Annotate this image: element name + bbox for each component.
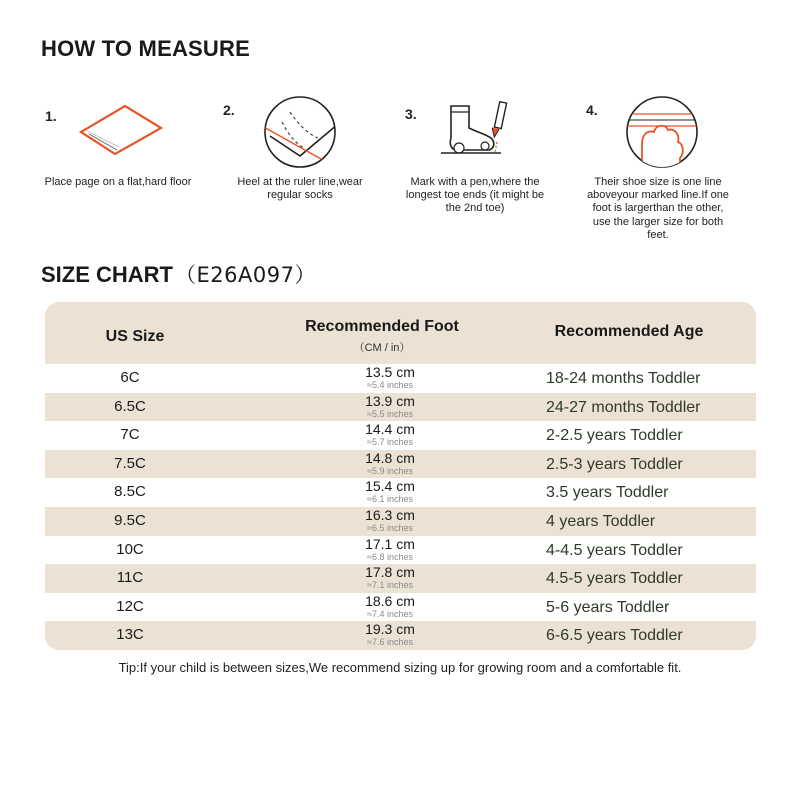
- header-recommended-age: Recommended Age: [554, 323, 704, 340]
- foot-inches-cell: ≈6.5 inches: [367, 523, 413, 533]
- table-row: [45, 421, 756, 450]
- step-number: 3.: [405, 106, 417, 122]
- us-size-cell: 7C: [120, 426, 140, 444]
- how-to-measure-title: HOW TO MEASURE: [41, 36, 250, 61]
- foot-inches-cell: ≈7.4 inches: [367, 608, 413, 619]
- age-cell: 5-6 years Toddler: [546, 598, 670, 616]
- us-size-cell: 6.5C: [114, 397, 146, 415]
- header-foot-units: （CM / in）: [353, 342, 411, 354]
- step-text: Heel at the ruler line,wear regular socks: [237, 176, 363, 201]
- header-foot-label: Recommended Foot: [305, 318, 459, 335]
- age-cell: 2.5-3 years Toddler: [546, 455, 683, 473]
- us-size-cell: 6C: [120, 369, 140, 386]
- table-row: [45, 593, 756, 622]
- step-text: Mark with a pen,where the longest toe ends (it might be the 2nd toe): [405, 176, 545, 214]
- size-chart-table: [45, 302, 756, 650]
- us-size-cell: 13C: [116, 626, 144, 644]
- toe-line-icon: [622, 92, 702, 172]
- foot-cm-cell: 14.8 cm: [365, 449, 415, 466]
- table-row: [45, 364, 756, 393]
- foot-cm-cell: 15.4 cm: [365, 478, 415, 495]
- table-header: [45, 302, 756, 364]
- us-size-cell: 12C: [116, 597, 144, 615]
- age-cell: 2-2.5 years Toddler: [546, 427, 683, 445]
- age-cell: 4 years Toddler: [546, 513, 656, 530]
- paper-sheet-icon: [75, 98, 165, 158]
- us-size-cell: 10C: [116, 540, 144, 558]
- size-chart-title: [41, 259, 316, 289]
- us-size-cell: 11C: [116, 569, 144, 587]
- foot-cm-cell: 13.5 cm: [365, 364, 415, 380]
- age-cell: 4-4.5 years Toddler: [546, 541, 683, 559]
- foot-inches-cell: ≈5.4 inches: [367, 380, 413, 390]
- foot-cm-cell: 18.6 cm: [365, 592, 415, 609]
- foot-inches-cell: ≈7.1 inches: [367, 580, 413, 591]
- foot-inches-cell: ≈6.1 inches: [367, 494, 413, 505]
- step-number: 2.: [223, 102, 235, 118]
- table-row: [45, 564, 756, 593]
- foot-cm-cell: 13.9 cm: [365, 392, 415, 409]
- us-size-cell: 8.5C: [114, 483, 146, 501]
- size-chart-heading: SIZE CHART: [41, 262, 173, 287]
- foot-inches-cell: ≈6.8 inches: [367, 551, 413, 562]
- foot-cm-cell: 19.3 cm: [365, 621, 415, 638]
- foot-cm-cell: 14.4 cm: [365, 421, 415, 438]
- header-recommended-foot: [282, 318, 482, 355]
- age-cell: 6-6.5 years Toddler: [546, 627, 683, 645]
- foot-cm-cell: 16.3 cm: [365, 507, 415, 523]
- table-row: [45, 621, 756, 650]
- table-row: [45, 478, 756, 507]
- product-code: （E26A097）: [175, 263, 316, 287]
- foot-inches-cell: ≈5.7 inches: [367, 437, 413, 448]
- step-text: Place page on a flat,hard floor: [44, 176, 192, 188]
- foot-inches-cell: ≈5.5 inches: [367, 408, 413, 419]
- table-row: [45, 507, 756, 536]
- foot-inches-cell: ≈5.9 inches: [367, 465, 413, 476]
- age-cell: 18-24 months Toddler: [546, 370, 701, 387]
- us-size-cell: 7.5C: [114, 454, 146, 472]
- sock-heel-icon: [260, 94, 340, 174]
- foot-cm-cell: 17.1 cm: [365, 535, 415, 552]
- foot-cm-cell: 17.8 cm: [365, 564, 415, 581]
- sizing-tip: Tip:If your child is between sizes,We recommend sizing up for growing room and a comfortable fit.: [118, 660, 682, 675]
- header-us-size: US Size: [105, 328, 165, 345]
- step-text: Their shoe size is one line aboveyour marked line.If one foot is largerthan the other, use the larger size for both feet.: [587, 176, 729, 241]
- age-cell: 4.5-5 years Toddler: [546, 570, 683, 588]
- step-number: 1.: [45, 108, 57, 124]
- us-size-cell: 9.5C: [114, 512, 146, 529]
- table-row: [45, 536, 756, 565]
- table-row: [45, 450, 756, 479]
- age-cell: 24-27 months Toddler: [546, 398, 701, 416]
- foot-inches-cell: ≈7.6 inches: [367, 637, 413, 648]
- age-cell: 3.5 years Toddler: [546, 484, 669, 502]
- step-number: 4.: [586, 102, 598, 118]
- table-row: [45, 393, 756, 422]
- sock-pen-icon: [439, 98, 519, 160]
